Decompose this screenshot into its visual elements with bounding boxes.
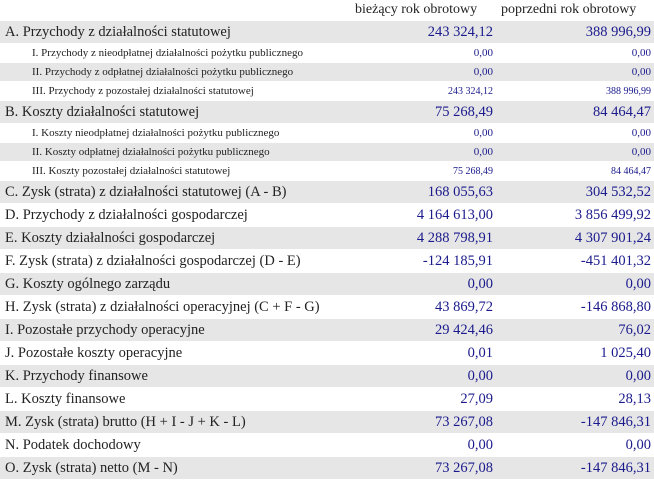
row-label: A. Przychody z działalności statutowej bbox=[5, 24, 231, 40]
current-year-value: 27,09 bbox=[460, 391, 493, 407]
current-year-value: 75 268,49 bbox=[435, 104, 493, 120]
previous-year-value: -451 401,32 bbox=[580, 253, 651, 269]
current-year-value: 168 055,63 bbox=[427, 184, 493, 200]
previous-year-value: 0,00 bbox=[625, 276, 651, 292]
row-label: I. Pozostałe przychody operacyjne bbox=[5, 322, 205, 338]
previous-year-value: 0,00 bbox=[631, 146, 651, 158]
previous-year-value: -147 846,31 bbox=[580, 414, 651, 430]
row-label: O. Zysk (strata) netto (M - N) bbox=[5, 460, 178, 476]
table-row bbox=[0, 388, 654, 411]
current-year-value: 0,00 bbox=[473, 66, 493, 78]
table-body bbox=[0, 21, 654, 480]
row-label: B. Koszty działalności statutowej bbox=[5, 104, 200, 120]
row-label: F. Zysk (strata) z działalności gospodarczej (D - E) bbox=[5, 253, 301, 269]
current-year-value: 0,00 bbox=[473, 127, 493, 139]
table-row bbox=[0, 21, 654, 44]
table-row bbox=[0, 101, 654, 124]
current-year-value: 0,00 bbox=[467, 276, 493, 292]
row-label: II. Przychody z odpłatnej działalności pożytku publicznego bbox=[32, 66, 294, 78]
table-row bbox=[0, 365, 654, 388]
table-row bbox=[0, 82, 654, 101]
row-label: N. Podatek dochodowy bbox=[5, 437, 141, 453]
previous-year-value: -146 868,80 bbox=[580, 299, 651, 315]
current-year-header: bieżący rok obrotowy bbox=[355, 2, 478, 17]
row-label: I. Koszty nieodpłatnej działalności pożytku publicznego bbox=[32, 127, 280, 139]
table-row bbox=[0, 181, 654, 204]
row-label: D. Przychody z działalności gospodarczej bbox=[5, 207, 248, 223]
row-label: II. Koszty odpłatnej działalności pożytku publicznego bbox=[32, 146, 270, 158]
previous-year-value: -147 846,31 bbox=[580, 460, 651, 476]
current-year-value: 29 424,46 bbox=[435, 322, 493, 338]
current-year-value: 0,00 bbox=[473, 146, 493, 158]
row-label: III. Przychody z pozostałej działalności statutowej bbox=[32, 85, 254, 97]
row-label: K. Przychody finansowe bbox=[5, 368, 148, 384]
previous-year-value: 0,00 bbox=[625, 368, 651, 384]
current-year-value: 0,00 bbox=[473, 47, 493, 59]
table-row bbox=[0, 250, 654, 273]
row-label: G. Koszty ogólnego zarządu bbox=[5, 276, 171, 292]
table-row bbox=[0, 342, 654, 365]
current-year-value: -124 185,91 bbox=[422, 253, 493, 269]
current-year-value: 73 267,08 bbox=[435, 460, 493, 476]
previous-year-value: 3 856 499,92 bbox=[574, 207, 651, 223]
previous-year-header: poprzedni rok obrotowy bbox=[501, 2, 637, 17]
row-label: E. Koszty działalności gospodarczej bbox=[5, 230, 216, 246]
current-year-value: 73 267,08 bbox=[435, 414, 493, 430]
previous-year-value: 388 996,99 bbox=[606, 86, 651, 97]
previous-year-value: 1 025,40 bbox=[600, 345, 651, 361]
table-row bbox=[0, 227, 654, 250]
row-label: H. Zysk (strata) z działalności operacyjnej (C + F - G) bbox=[5, 299, 320, 315]
table-header bbox=[0, 0, 654, 21]
row-label: III. Koszty pozostałej działalności statutowej bbox=[32, 165, 231, 177]
previous-year-value: 0,00 bbox=[625, 437, 651, 453]
current-year-value: 4 164 613,00 bbox=[416, 207, 493, 223]
current-year-value: 75 268,49 bbox=[453, 166, 493, 177]
previous-year-value: 84 464,47 bbox=[593, 104, 651, 120]
previous-year-value: 28,13 bbox=[618, 391, 651, 407]
previous-year-value: 0,00 bbox=[631, 66, 651, 78]
table-row bbox=[0, 457, 654, 480]
table-row bbox=[0, 434, 654, 457]
row-label: I. Przychody z nieodpłatnej działalności pożytku publicznego bbox=[32, 47, 303, 59]
table-row bbox=[0, 319, 654, 342]
current-year-value: 43 869,72 bbox=[435, 299, 493, 315]
current-year-value: 4 288 798,91 bbox=[416, 230, 493, 246]
table-row bbox=[0, 296, 654, 319]
table-row bbox=[0, 273, 654, 296]
table-row bbox=[0, 63, 654, 82]
previous-year-value: 4 307 901,24 bbox=[574, 230, 651, 246]
current-year-value: 243 324,12 bbox=[448, 86, 493, 97]
table-row bbox=[0, 162, 654, 181]
current-year-value: 0,00 bbox=[467, 368, 493, 384]
table-row bbox=[0, 411, 654, 434]
current-year-value: 0,01 bbox=[467, 345, 493, 361]
table-row bbox=[0, 124, 654, 143]
row-label: L. Koszty finansowe bbox=[5, 391, 126, 407]
previous-year-value: 76,02 bbox=[618, 322, 651, 338]
row-label: J. Pozostałe koszty operacyjne bbox=[5, 345, 183, 361]
row-label: M. Zysk (strata) brutto (H + I - J + K - L) bbox=[5, 414, 246, 430]
table-row bbox=[0, 44, 654, 63]
previous-year-value: 388 996,99 bbox=[585, 24, 651, 40]
row-label: C. Zysk (strata) z działalności statutowej (A - B) bbox=[5, 184, 287, 200]
table-row bbox=[0, 143, 654, 162]
previous-year-value: 84 464,47 bbox=[611, 166, 651, 177]
previous-year-value: 0,00 bbox=[631, 127, 651, 139]
previous-year-value: 304 532,52 bbox=[585, 184, 651, 200]
table-row bbox=[0, 204, 654, 227]
current-year-value: 0,00 bbox=[467, 437, 493, 453]
current-year-value: 243 324,12 bbox=[427, 24, 493, 40]
previous-year-value: 0,00 bbox=[631, 47, 651, 59]
